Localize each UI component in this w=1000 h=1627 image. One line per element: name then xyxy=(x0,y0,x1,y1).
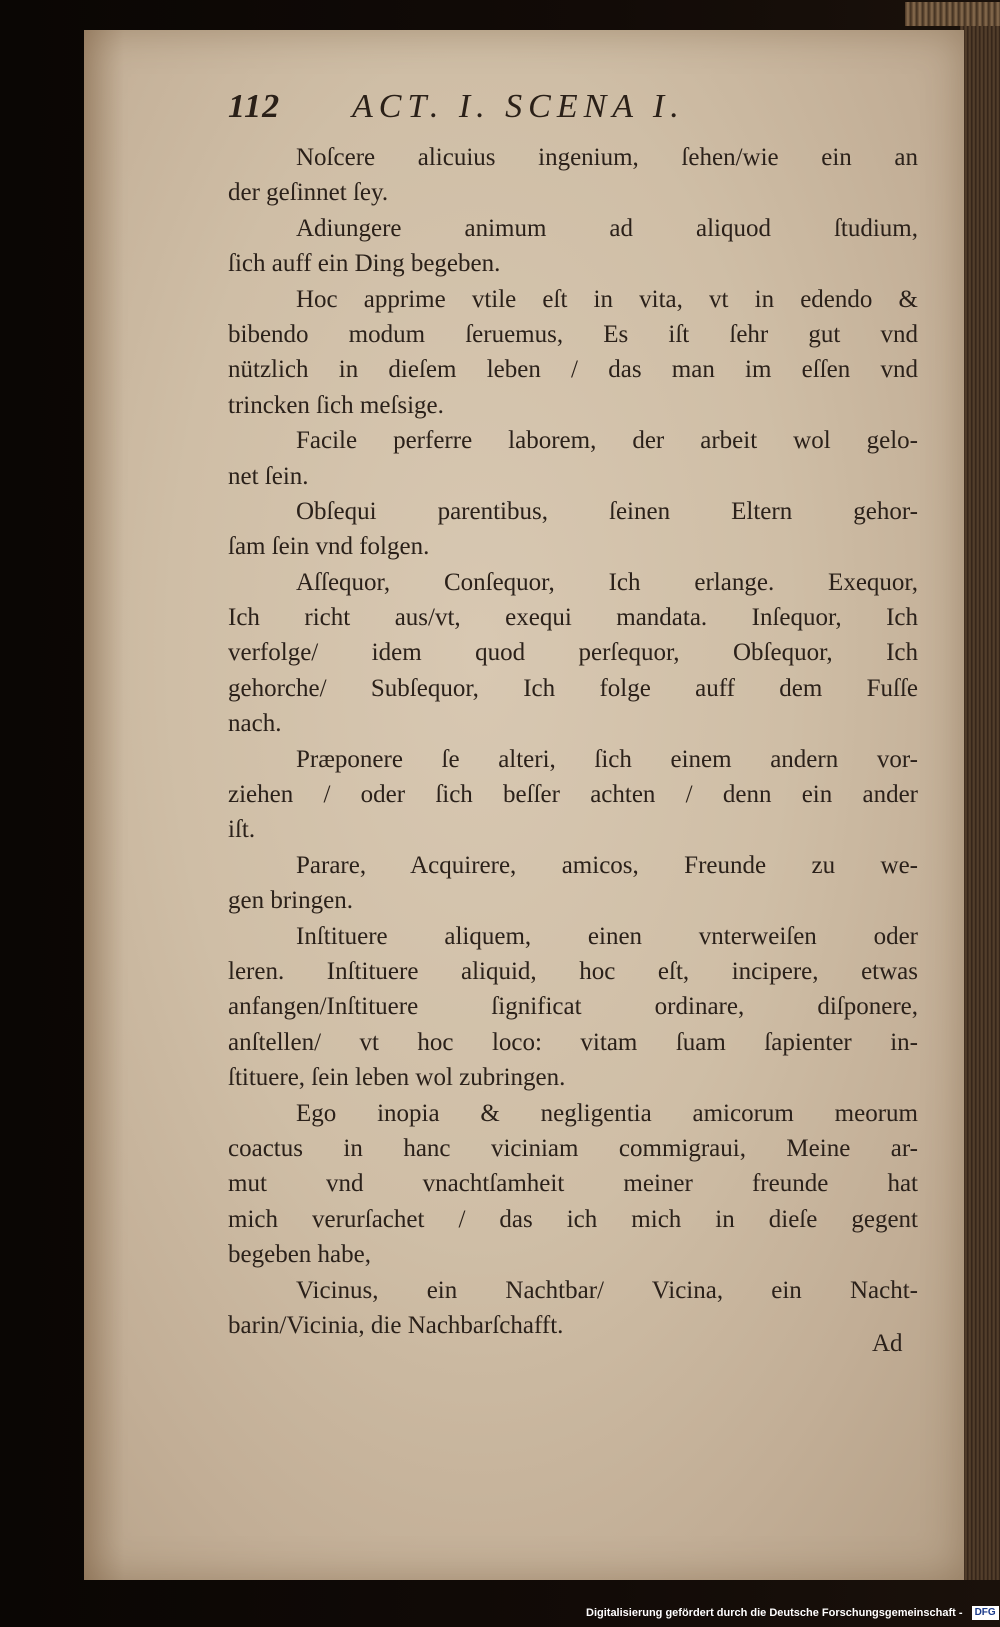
dfg-logo: DFG xyxy=(972,1606,999,1620)
text-line: Præponere ſe alteri, ſich einem andern vor- xyxy=(296,745,918,773)
footer-credit xyxy=(586,1604,999,1622)
text-line: gen bringen. xyxy=(228,887,353,915)
text-line: mut vnd vnachtſamheit meiner freunde hat xyxy=(228,1170,918,1198)
catchword: Ad xyxy=(872,1330,903,1357)
text-line: Ego inopia & negligentia amicorum meorum xyxy=(296,1099,918,1127)
text-line: anfangen/Inſtituere ſignificat ordinare, diſponere, xyxy=(228,993,918,1021)
text-line: begeben habe, xyxy=(228,1241,371,1269)
page-number: 112 xyxy=(228,88,281,125)
text-line: iſt. xyxy=(228,816,256,844)
text-line: bibendo modum ſeruemus, Es iſt ſehr gut vnd xyxy=(228,320,918,348)
text-line: Adiungere animum ad aliquod ſtudium, xyxy=(296,214,918,242)
text-line: Parare, Acquirere, amicos, Freunde zu we- xyxy=(296,851,918,879)
text-line: ſich auff ein Ding begeben. xyxy=(228,250,501,278)
text-line: nützlich in dieſem leben / das man im eſſen vnd xyxy=(228,356,918,384)
text-line: net ſein. xyxy=(228,462,309,490)
book-page-edges xyxy=(960,10,1000,1580)
text-line: trincken ſich meſsige. xyxy=(228,391,444,419)
text-line: gehorche/ Subſequor, Ich folge auff dem Fuſſe xyxy=(228,674,918,702)
body-text xyxy=(228,140,918,1343)
text-line: Obſequi parentibus, ſeinen Eltern gehor- xyxy=(296,497,918,525)
text-line: mich verurſachet / das ich mich in dieſe gegent xyxy=(228,1205,918,1233)
text-line: Hoc apprime vtile eſt in vita, vt in edendo & xyxy=(296,285,918,313)
page-gutter-shadow xyxy=(84,30,124,1580)
text-line: Noſcere alicuius ingenium, ſehen/wie ein an xyxy=(296,144,918,171)
book-page-edges-top xyxy=(905,2,1000,26)
page-header xyxy=(228,88,788,132)
text-line: Ich richt aus/vt, exequi mandata. Inſequor, Ich xyxy=(228,604,918,632)
text-line: ſtituere, ſein leben wol zubringen. xyxy=(228,1064,566,1092)
footer-text: Digitalisierung gefördert durch die Deutsche Forschungsgemeinschaft - xyxy=(586,1607,963,1619)
text-line: Inſtituere aliquem, einen vnterweiſen oder xyxy=(296,922,918,950)
text-line: coactus in hanc viciniam commigraui, Meine ar- xyxy=(228,1134,918,1162)
text-line: der geſinnet ſey. xyxy=(228,179,389,207)
text-line: Vicinus, ein Nachtbar/ Vicina, ein Nacht- xyxy=(296,1276,918,1304)
text-line: anſtellen/ vt hoc loco: vitam ſuam ſapienter in- xyxy=(228,1028,918,1056)
text-line: Facile perferre laborem, der arbeit wol gelo- xyxy=(296,427,918,455)
text-line: ziehen / oder ſich beſſer achten / denn ein ander xyxy=(228,781,918,809)
text-line: Aſſequor, Conſequor, Ich erlange. Exequor, xyxy=(296,568,918,596)
text-line: barin/Vicinia, die Nachbarſchafft. xyxy=(228,1311,564,1339)
text-line: nach. xyxy=(228,710,282,738)
text-line: verfolge/ idem quod perſequor, Obſequor, Ich xyxy=(228,639,918,667)
running-head: ACT. I. SCENA I. xyxy=(352,88,685,125)
text-line: ſam ſein vnd folgen. xyxy=(228,533,430,561)
text-line: leren. Inſtituere aliquid, hoc eſt, incipere, etwas xyxy=(228,957,918,985)
